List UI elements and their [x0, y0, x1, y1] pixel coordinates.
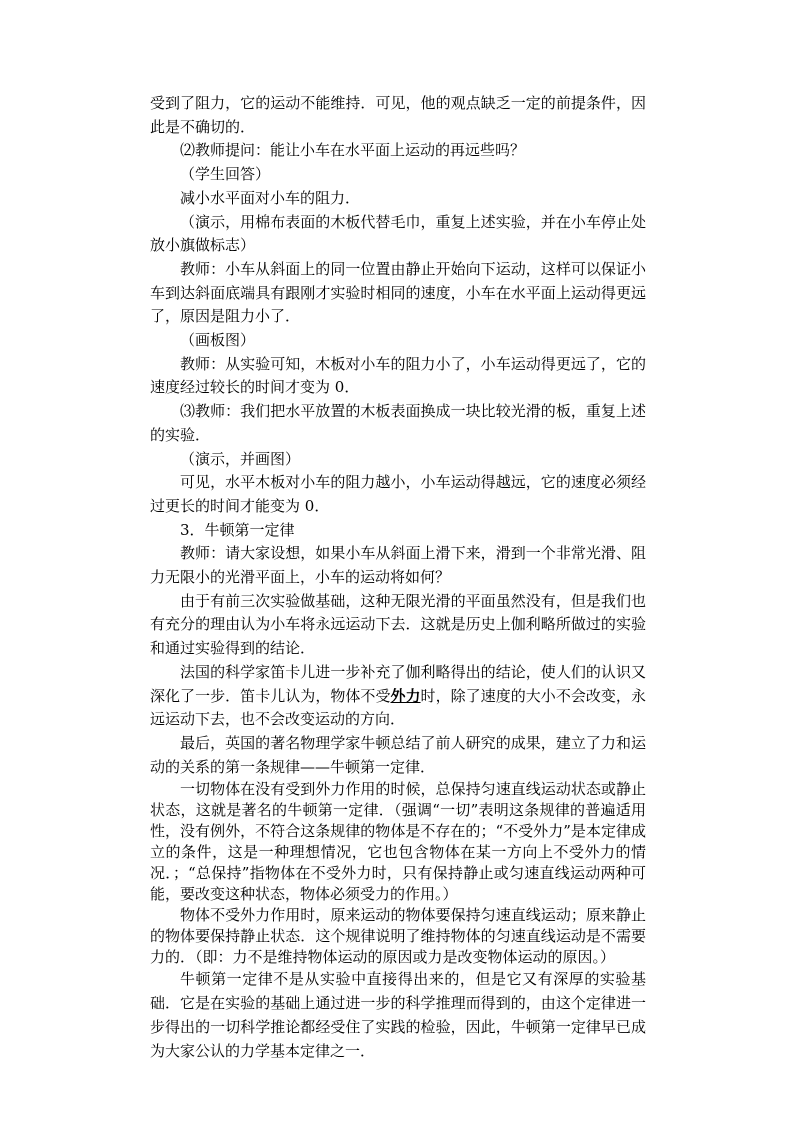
paragraph: 牛顿第一定律不是从实验中直接得出来的，但是它又有深厚的实验基础．它是在实验的基础上通过进一步的科学推理而得到的，由这个定律进一步得出的一切科学推论都经受住了实践的检验，因此，牛顿第一定律早已成为大家公认的力学基本定律之一．	[150, 970, 646, 1060]
paragraph: 最后，英国的著名物理学家牛顿总结了前人研究的成果，建立了力和运动的关系的第一条规律——牛顿第一定律．	[150, 733, 646, 776]
paragraph: 受到了阻力，它的运动不能维持．可见，他的观点缺乏一定的前提条件，因此是不确切的．	[150, 94, 646, 136]
document-body	[150, 92, 646, 1063]
paragraph: 减小水平面对小车的阻力．	[180, 188, 361, 207]
paragraph: （画板图）	[180, 331, 256, 350]
keyword-external-force: 外力	[390, 686, 421, 705]
paragraph: 教师：从实验可知，木板对小车的阻力小了，小车运动得更远了，它的速度经过较长的时间才变为 0．	[150, 354, 646, 397]
paragraph: ⑵教师提问：能让小车在水平面上运动的再远些吗？	[180, 141, 526, 160]
paragraph: 教师：请大家设想，如果小车从斜面上滑下来，滑到一个非常光滑、阻力无限小的光滑平面上，小车的运动将如何？	[150, 544, 646, 587]
paragraph-descartes	[150, 661, 646, 732]
section-heading: 3．牛顿第一定律	[180, 520, 295, 539]
paragraph: ⑶教师：我们把水平放置的木板表面换成一块比较光滑的板，重复上述的实验．	[150, 402, 646, 444]
paragraph-newton-law: 一切物体在没有受到外力作用的时候，总保持匀速直线运动状态或静止状态，这就是著名的牛顿第一定律．（强调“一切”表明这条规律的普遍适用性，没有例外，不符合这条规律的物体是不存在的；“不受外力”是本定律成立的条件，这是一种理想情况，它也包含物体在某一方向上不受外力的情况．；“总保持”指物体在不受外力时，只有保持静止或匀速直线运动两种可能，要改变这种状态，物体必须受力的作用。）	[150, 780, 646, 904]
paragraph: 物体不受外力作用时，原来运动的物体要保持匀速直线运动；原来静止的物体要保持静止状态．这个规律说明了维持物体的匀速直线运动是不需要力的．（即：力不是维持物体运动的原因或力是改变物体运动的原因。）	[150, 906, 646, 967]
text-run: 时，除了速度的大小不会改变，永远运动下去，也不会改变运动的方向．	[150, 686, 646, 729]
paragraph: 由于有前三次实验做基础，这种无限光滑的平面虽然没有，但是我们也有充分的理由认为小车将永远运动下去．这就是历史上伽利略所做过的实验和通过实验得到的结论．	[150, 591, 646, 658]
paragraph: 可见，水平木板对小车的阻力越小，小车运动得越远，它的速度必须经过更长的时间才能变为 0．	[150, 473, 646, 515]
paragraph: 教师：小车从斜面上的同一位置由静止开始向下运动，这样可以保证小车到达斜面底端具有跟刚才实验时相同的速度，小车在水平面上运动得更远了，原因是阻力小了．	[150, 259, 646, 326]
paragraph: （演示，用棉布表面的木板代替毛巾，重复上述实验，并在小车停止处放小旗做标志）	[150, 212, 646, 255]
text-run: 法国的科学家笛卡儿进一步补充了伽利略得出的结论，使人们的认识又深化了一步．笛卡儿认为，物体不受	[150, 662, 646, 705]
paragraph: （学生回答）	[180, 165, 271, 184]
paragraph: （演示，并画图）	[180, 449, 301, 468]
